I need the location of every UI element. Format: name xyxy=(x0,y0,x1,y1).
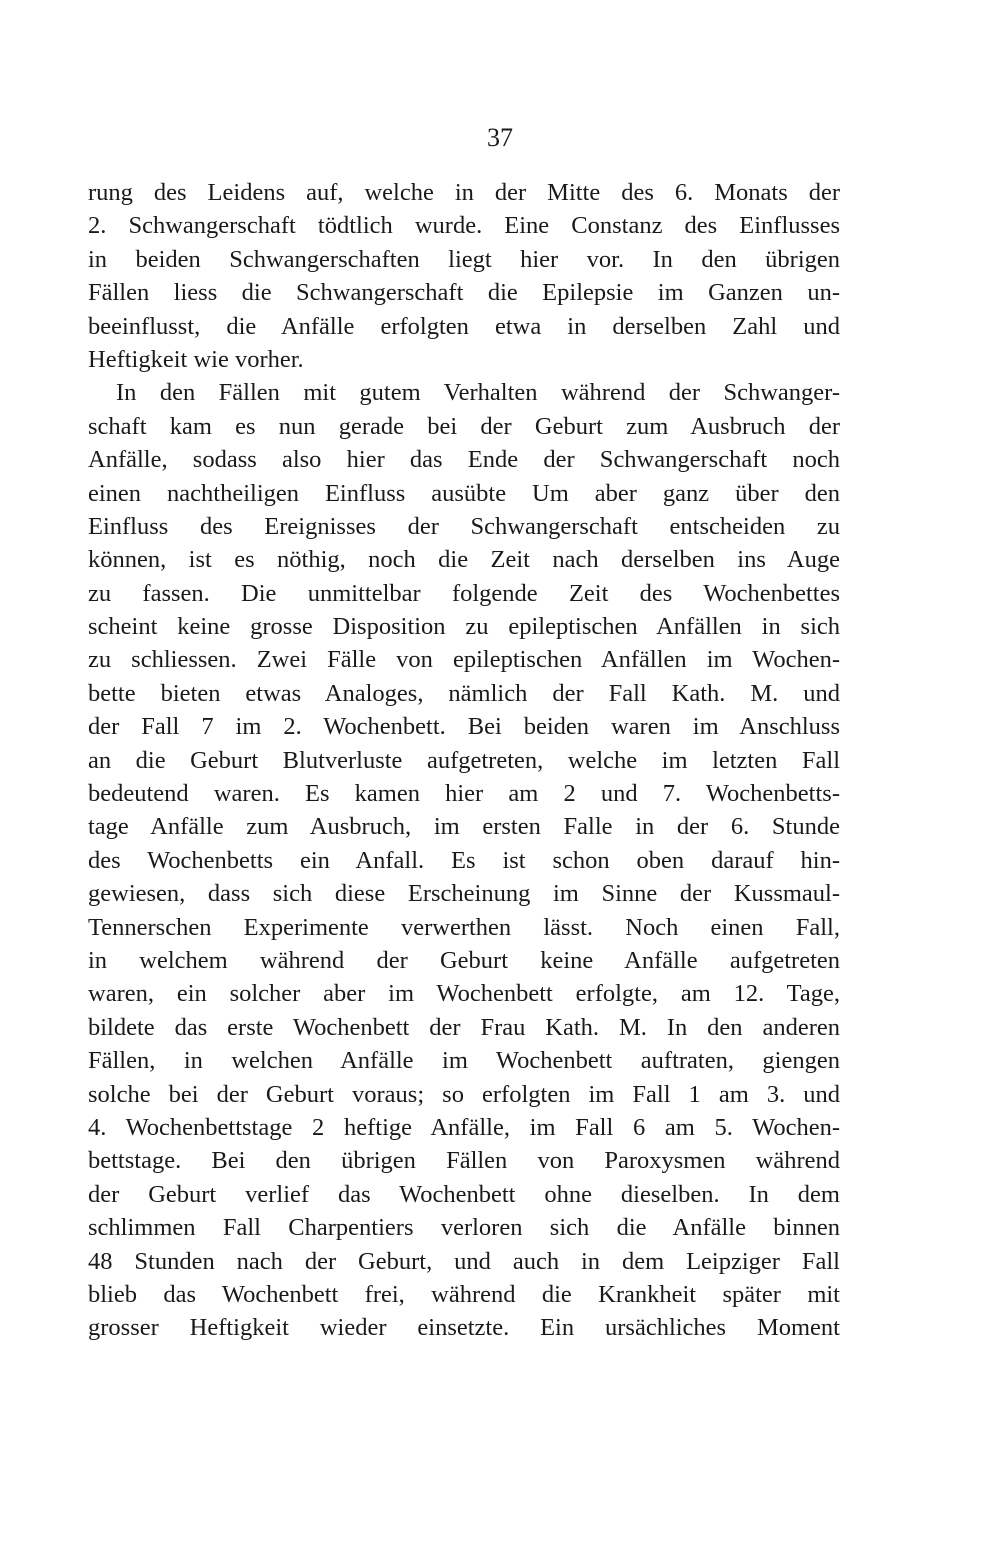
text-line: der Fall 7 im 2. Wochenbett. Bei beiden waren im Anschluss xyxy=(88,713,840,741)
text-line: in beiden Schwangerschaften liegt hier vor. In den übrigen xyxy=(88,245,840,273)
text-line: schaft kam es nun gerade bei der Geburt zum Ausbruch der xyxy=(88,412,840,440)
text-line: der Geburt verlief das Wochenbett ohne dieselben. In dem xyxy=(88,1180,840,1208)
text-line: an die Geburt Blutverluste aufgetreten, welche im letzten Fall xyxy=(88,746,840,774)
paragraph-1 xyxy=(88,176,840,376)
text-line: 48 Stunden nach der Geburt, und auch in dem Leipziger Fall xyxy=(88,1247,840,1275)
text-line: zu fassen. Die unmittelbar folgende Zeit des Wochenbettes xyxy=(88,579,840,607)
text-line: scheint keine grosse Disposition zu epileptischen Anfällen in sich xyxy=(88,613,840,641)
text-line: gewiesen, dass sich diese Erscheinung im Sinne der Kussmaul- xyxy=(88,880,840,908)
text-line: Heftigkeit wie vorher. xyxy=(88,345,304,373)
body-text xyxy=(88,176,840,1345)
text-line: des Wochenbetts ein Anfall. Es ist schon oben darauf hin- xyxy=(88,846,840,874)
text-line: bedeutend waren. Es kamen hier am 2 und 7. Wochenbetts- xyxy=(88,780,840,808)
text-line: Fällen liess die Schwangerschaft die Epilepsie im Ganzen un- xyxy=(88,279,840,307)
text-line: bildete das erste Wochenbett der Frau Kath. M. In den anderen xyxy=(88,1013,840,1041)
text-line: 4. Wochenbettstage 2 heftige Anfälle, im Fall 6 am 5. Wochen- xyxy=(88,1113,840,1141)
text-line: bette bieten etwas Analoges, nämlich der Fall Kath. M. und xyxy=(88,679,840,707)
text-line: waren, ein solcher aber im Wochenbett erfolgte, am 12. Tage, xyxy=(88,980,840,1008)
text-line: tage Anfälle zum Ausbruch, im ersten Falle in der 6. Stunde xyxy=(88,813,840,841)
text-line: schlimmen Fall Charpentiers verloren sich die Anfälle binnen xyxy=(88,1214,840,1242)
text-line: solche bei der Geburt voraus; so erfolgten im Fall 1 am 3. und xyxy=(88,1080,840,1108)
text-line: bettstage. Bei den übrigen Fällen von Paroxysmen während xyxy=(88,1147,840,1175)
page-number: 37 xyxy=(487,123,513,152)
text-line: blieb das Wochenbett frei, während die Krankheit später mit xyxy=(88,1280,840,1308)
text-line: Fällen, in welchen Anfälle im Wochenbett auftraten, giengen xyxy=(88,1047,840,1075)
text-line: können, ist es nöthig, noch die Zeit nach derselben ins Auge xyxy=(88,546,840,574)
text-line: In den Fällen mit gutem Verhalten während der Schwanger- xyxy=(116,379,840,407)
text-line: einen nachtheiligen Einfluss ausübte Um aber ganz über den xyxy=(88,479,840,507)
text-line: Einfluss des Ereignisses der Schwangerschaft entscheiden zu xyxy=(88,512,840,540)
text-line: beeinflusst, die Anfälle erfolgten etwa in derselben Zahl und xyxy=(88,312,840,340)
text-line: Tennerschen Experimente verwerthen lässt. Noch einen Fall, xyxy=(88,913,840,941)
text-line: in welchem während der Geburt keine Anfälle aufgetreten xyxy=(88,946,840,974)
text-line: zu schliessen. Zwei Fälle von epileptischen Anfällen im Wochen- xyxy=(88,646,840,674)
text-line: grosser Heftigkeit wieder einsetzte. Ein ursächliches Moment xyxy=(88,1314,840,1342)
paragraph-2 xyxy=(88,376,840,1344)
text-line: rung des Leidens auf, welche in der Mitte des 6. Monats der xyxy=(88,179,840,206)
text-line: 2. Schwangerschaft tödtlich wurde. Eine Constanz des Einflusses xyxy=(88,212,840,240)
text-line: Anfälle, sodass also hier das Ende der Schwangerschaft noch xyxy=(88,446,840,474)
